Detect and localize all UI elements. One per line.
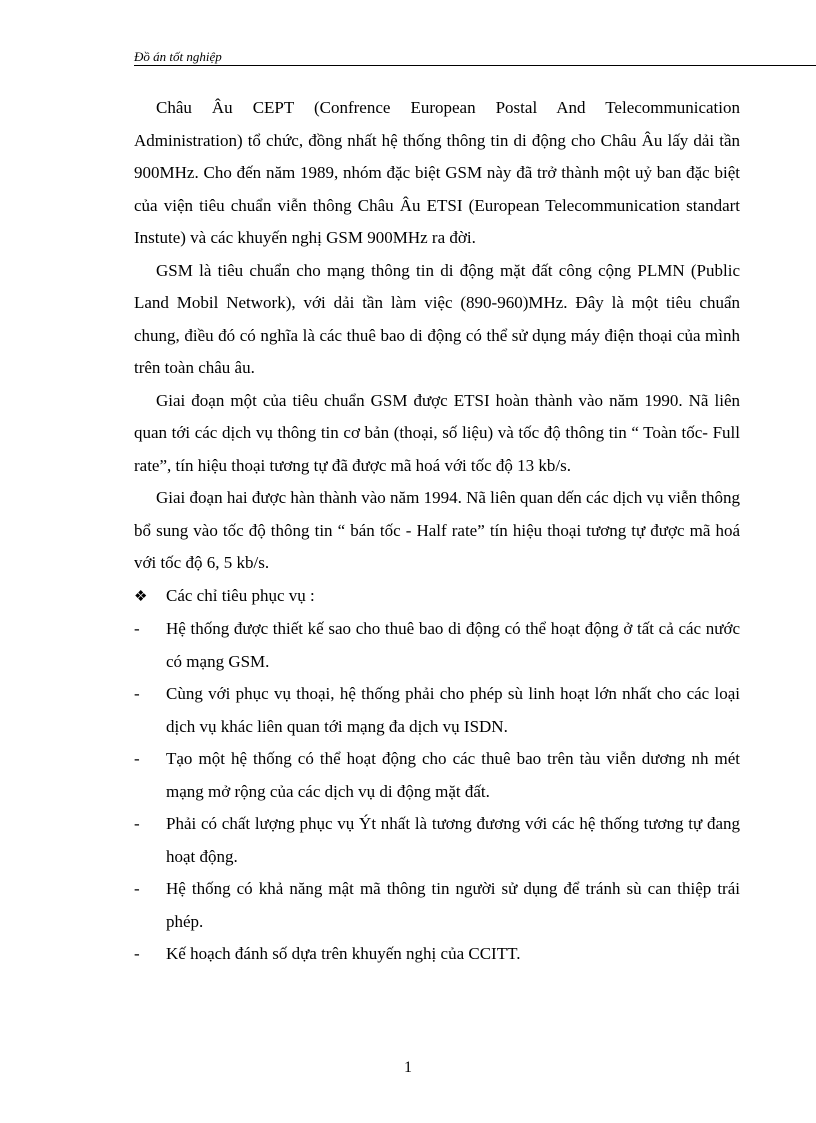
criteria-item — [134, 678, 740, 743]
service-criteria-heading-row — [134, 580, 740, 614]
dash-bullet: - — [134, 879, 140, 898]
criteria-item-text: Hệ thống có khả năng mật mã thông tin người sử dụng để tránh sù can thiệp trái phép. — [166, 879, 740, 931]
criteria-item-text: Cùng với phục vụ thoại, hệ thống phải cho phép sù linh hoạt lớn nhất cho các loại dịch vụ khác liên quan tới mạng đa dịch vụ ISDN. — [166, 684, 740, 736]
criteria-item-text: Tạo một hệ thống có thể hoạt động cho các thuê bao trên tàu viễn dương nh mét mạng mở rộng của các dịch vụ di động mặt đất. — [166, 749, 740, 801]
diamond-bullet-icon: ❖ — [134, 588, 148, 605]
dash-bullet: - — [134, 684, 140, 703]
paragraph-cept-history: Châu Âu CEPT (Confrence European Postal And Telecommunication Administration) tổ chức, đồng nhất hệ thống thông tin di động cho Châu Âu lấy dải tần 900MHz. Cho đến năm 1989, nhóm đặc biệt GSM này đã trở thành một uỷ ban đặc biệt của viện tiêu chuẩn viễn thông Châu Âu ETSI (European Telecommunication standart Instute) và các khuyến nghị GSM 900MHz ra đời. — [134, 98, 740, 247]
criteria-item — [134, 873, 740, 938]
document-body — [134, 92, 740, 971]
paragraph-gsm-standard: GSM là tiêu chuẩn cho mạng thông tin di động mặt đất công cộng PLMN (Public Land Mobil Network), với dải tần làm việc (890-960)MHz. Đây là một tiêu chuẩn chung, điều đó có nghĩa là các thuê bao di động có thể sử dụng máy điện thoại của mình trên toàn châu âu. — [134, 260, 740, 377]
page-header-title: Đồ án tốt nghiệp — [134, 49, 222, 64]
paragraph-phase-two: Giai đoạn hai được hàn thành vào năm 1994. Nã liên quan dến các dịch vụ viễn thông bổ sung vào tốc độ thông tin “ bán tốc - Half rate” tín hiệu thoại tương tự được mã hoá với tốc độ 6, 5 kb/s. — [134, 488, 740, 572]
criteria-item — [134, 743, 740, 808]
criteria-item-text: Phải có chất lượng phục vụ Ýt nhất là tương đương với các hệ thống tương tự đang hoạt động. — [166, 814, 740, 866]
criteria-item — [134, 938, 740, 971]
dash-bullet: - — [134, 619, 140, 638]
service-criteria-heading: Các chỉ tiêu phục vụ : — [166, 585, 315, 605]
page-number: 1 — [404, 1059, 412, 1076]
criteria-item-text: Hệ thống được thiết kế sao cho thuê bao di động có thể hoạt động ở tất cả các nước có mạng GSM. — [166, 619, 740, 671]
criteria-item — [134, 808, 740, 873]
dash-bullet: - — [134, 814, 140, 833]
paragraph-phase-one: Giai đoạn một của tiêu chuẩn GSM được ETSI hoàn thành vào năm 1990. Nã liên quan tới các dịch vụ thông tin cơ bản (thoại, số liệu) và tốc độ thông tin “ Toàn tốc- Full rate”, tín hiệu thoại tương tự đã được mã hoá với tốc độ 13 kb/s. — [134, 390, 740, 475]
dash-bullet: - — [134, 944, 140, 963]
criteria-item-text: Kế hoạch đánh số dựa trên khuyến nghị của CCITT. — [166, 944, 521, 963]
criteria-item — [134, 613, 740, 678]
dash-bullet: - — [134, 749, 140, 768]
header-divider — [134, 65, 816, 66]
